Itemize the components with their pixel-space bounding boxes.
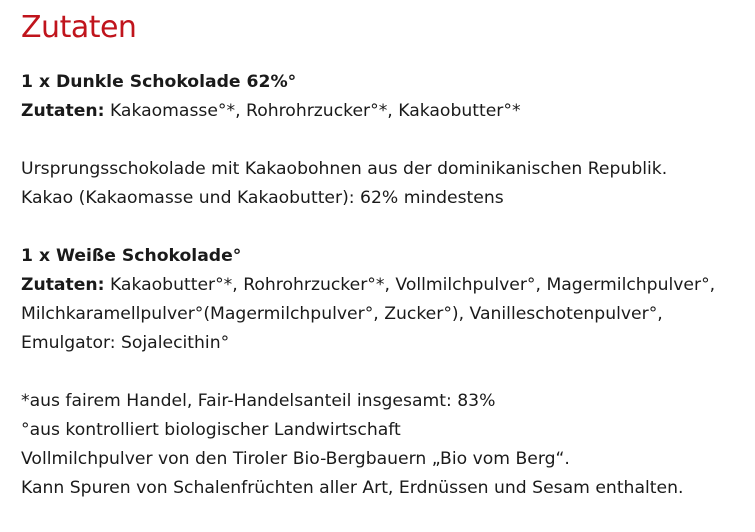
white-chocolate-title: 1 x Weiße Schokolade°	[21, 246, 242, 266]
white-chocolate-section	[21, 242, 755, 358]
spacer	[21, 213, 755, 242]
white-chocolate-ingredients-line-1	[21, 271, 755, 300]
organic-note: °aus kontrolliert biologischer Landwirtschaft	[21, 420, 401, 440]
footnotes-section	[21, 387, 755, 503]
dark-chocolate-cocoa-content: Kakao (Kakaomasse und Kakaobutter): 62% mindestens	[21, 188, 504, 208]
white-chocolate-ingredients-line-3: Emulgator: Sojalecithin°	[21, 333, 230, 353]
ingredients-list: Kakaomasse°*, Rohrohrzucker°*, Kakaobutter°*	[104, 101, 521, 121]
spacer	[21, 126, 755, 155]
ingredients-label: Zutaten:	[21, 275, 105, 295]
dark-chocolate-section	[21, 68, 755, 213]
dark-chocolate-origin: Ursprungsschokolade mit Kakaobohnen aus der dominikanischen Republik.	[21, 159, 668, 179]
page-heading: Zutaten	[21, 10, 137, 45]
allergen-note: Kann Spuren von Schalenfrüchten aller Art, Erdnüssen und Sesam enthalten.	[21, 478, 684, 498]
ingredients-label: Zutaten:	[21, 101, 105, 121]
dark-chocolate-ingredients	[21, 97, 755, 126]
fair-trade-note: *aus fairem Handel, Fair-Handelsanteil insgesamt: 83%	[21, 391, 496, 411]
milk-source-note: Vollmilchpulver von den Tiroler Bio-Bergbauern „Bio vom Berg“.	[21, 449, 570, 469]
dark-chocolate-title: 1 x Dunkle Schokolade 62%°	[21, 72, 297, 92]
ingredients-list: Kakaobutter°*, Rohrohrzucker°*, Vollmilchpulver°, Magermilchpulver°,	[104, 275, 716, 295]
spacer	[21, 358, 755, 387]
white-chocolate-ingredients-line-2: Milchkaramellpulver°(Magermilchpulver°, Zucker°), Vanilleschotenpulver°,	[21, 304, 663, 324]
